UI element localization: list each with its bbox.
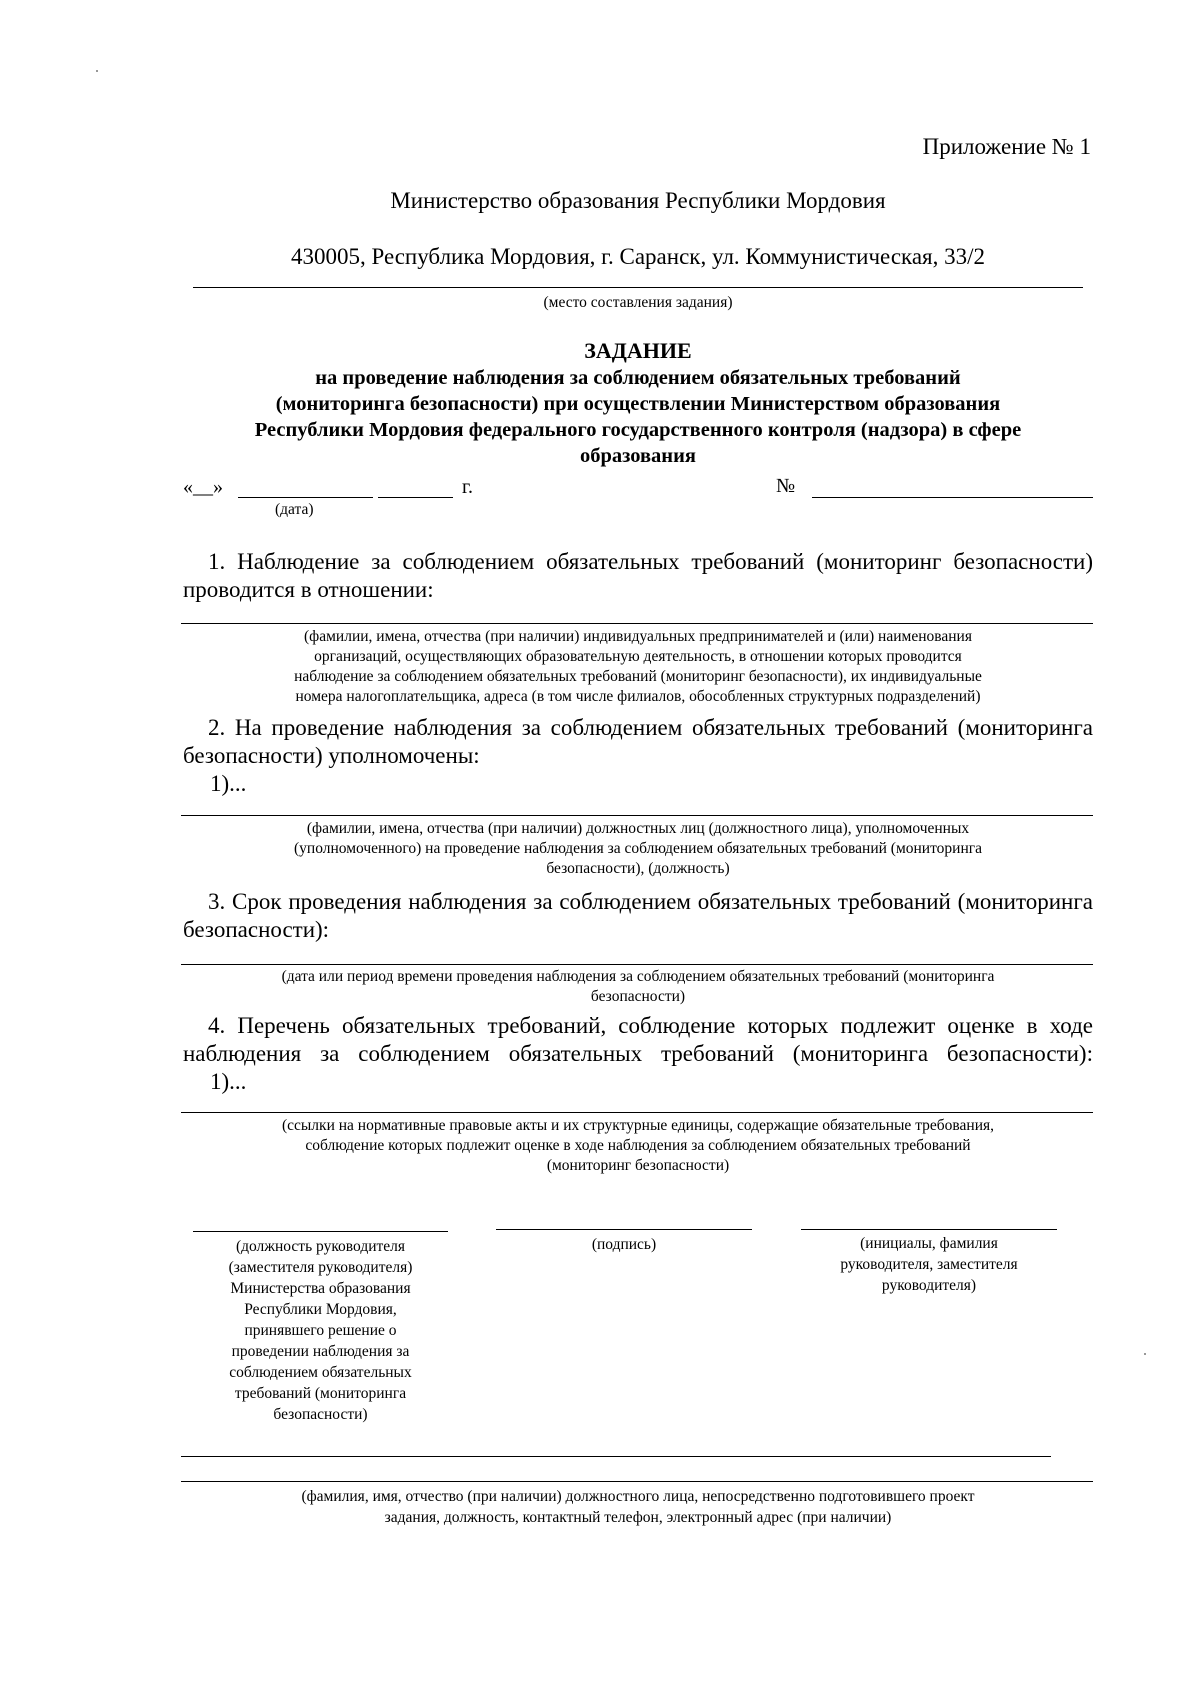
caption-line: (заместителя руководителя) [228, 1259, 413, 1276]
item4-sub: 1)... [210, 1069, 247, 1094]
item1-line2: проводится в отношении: [183, 577, 434, 602]
caption-line: (фамилия, имя, отчество (при наличии) должностного лица, непосредственно подготовившего проект [301, 1488, 975, 1505]
position-line [193, 1231, 448, 1232]
number-label: № [776, 475, 796, 497]
document-title: ЗАДАНИЕ [584, 338, 692, 363]
item1-line1: 1. Наблюдение за соблюдением обязательных требований (мониторинг безопасности) [208, 549, 1093, 574]
appendix-label: Приложение № 1 [922, 134, 1091, 159]
caption-line: проведении наблюдения за [231, 1343, 410, 1360]
caption-line: (фамилии, имена, отчества (при наличии) должностных лиц (должностного лица), уполномоченных [306, 820, 970, 837]
place-line [193, 287, 1083, 288]
item1-caption [183, 627, 1093, 707]
caption-line: руководителя) [881, 1277, 977, 1294]
caption-line: Республики Мордовия, [244, 1301, 397, 1318]
item4-line [181, 1112, 1093, 1113]
caption-line: Министерства образования [230, 1280, 411, 1297]
scan-speck [1144, 1353, 1146, 1355]
caption-line: (фамилии, имена, отчества (при наличии) индивидуальных предпринимателей и (или) наименования [304, 628, 972, 645]
caption-line: требований (мониторинга [234, 1385, 407, 1402]
caption-line: безопасности) [273, 1406, 368, 1423]
item3-line [181, 964, 1093, 965]
scan-speck [96, 70, 98, 72]
date-year-line [378, 497, 453, 498]
item2-line1: 2. На проведение наблюдения за соблюдением обязательных требований (мониторинга [208, 715, 1093, 740]
item4-caption [183, 1116, 1093, 1176]
subtitle-line: образования [579, 445, 697, 467]
item3-line1: 3. Срок проведения наблюдения за соблюдением обязательных требований (мониторинга [208, 889, 1093, 914]
number-line [812, 497, 1093, 498]
initials-caption [801, 1233, 1057, 1296]
separator-line [181, 1456, 1051, 1457]
caption-line: (дата или период времени проведения наблюдения за соблюдением обязательных требований (мониторинга [281, 968, 995, 985]
preparer-line [181, 1481, 1093, 1482]
caption-line: соблюдением обязательных [229, 1364, 412, 1381]
caption-line: номера налогоплательщика, адреса (в том числе филиалов, обособленных структурных подразделений) [295, 688, 981, 705]
caption-line: задания, должность, контактный телефон, электронный адрес (при наличии) [384, 1509, 892, 1526]
year-suffix: г. [462, 476, 473, 498]
caption-line: (инициалы, фамилия [860, 1235, 998, 1252]
date-caption: (дата) [275, 501, 314, 518]
item2-line2: безопасности) уполномочены: [183, 743, 480, 768]
item3-caption [183, 967, 1093, 1007]
caption-line: безопасности) [590, 988, 686, 1005]
signature-line [496, 1229, 752, 1230]
date-month-line [238, 497, 373, 498]
place-caption: (место составления задания) [543, 294, 733, 311]
date-quotes: «__» [183, 476, 223, 498]
item2-line [181, 815, 1093, 816]
caption-line: (уполномоченного) на проведение наблюдения за соблюдением обязательных требований (мониторинга [293, 840, 982, 857]
ministry-name: Министерство образования Республики Мордовия [390, 188, 886, 213]
caption-line: организаций, осуществляющих образовательную деятельность, в отношении которых проводится [314, 648, 962, 665]
caption-line: принявшего решение о [244, 1322, 397, 1339]
caption-line: руководителя, заместителя [840, 1256, 1018, 1273]
caption-line: соблюдение которых подлежит оценке в ходе наблюдения за соблюдением обязательных требований [305, 1137, 971, 1154]
caption-line: (должность руководителя [235, 1238, 406, 1255]
caption-line: (мониторинг безопасности) [546, 1157, 730, 1174]
signature-caption: (подпись) [591, 1236, 657, 1253]
ministry-address: 430005, Республика Мордовия, г. Саранск, ул. Коммунистическая, 33/2 [290, 244, 986, 269]
item4-line2: наблюдения за соблюдением обязательных требований (мониторинга безопасности): [183, 1041, 1093, 1066]
caption-line: безопасности), (должность) [546, 860, 730, 877]
subtitle-line: (мониторинга безопасности) при осуществлении Министерством образования [275, 393, 1001, 415]
item4-line1: 4. Перечень обязательных требований, соблюдение которых подлежит оценке в ходе [208, 1013, 1093, 1038]
item3-line2: безопасности): [183, 917, 330, 942]
subtitle-line: Республики Мордовия федерального государственного контроля (надзора) в сфере [254, 419, 1022, 441]
item1-line [181, 623, 1093, 624]
caption-line: наблюдение за соблюдением обязательных требований (мониторинг безопасности), их индивидуальные [294, 668, 982, 685]
position-caption [193, 1236, 448, 1425]
subtitle-line: на проведение наблюдения за соблюдением обязательных требований [315, 367, 961, 389]
caption-line: (ссылки на нормативные правовые акты и их структурные единицы, содержащие обязательные требования, [281, 1117, 995, 1134]
initials-line [801, 1229, 1057, 1230]
item2-caption [183, 819, 1093, 879]
document-subtitle [150, 365, 1126, 469]
preparer-caption [183, 1486, 1093, 1528]
item2-sub: 1)... [210, 771, 247, 796]
